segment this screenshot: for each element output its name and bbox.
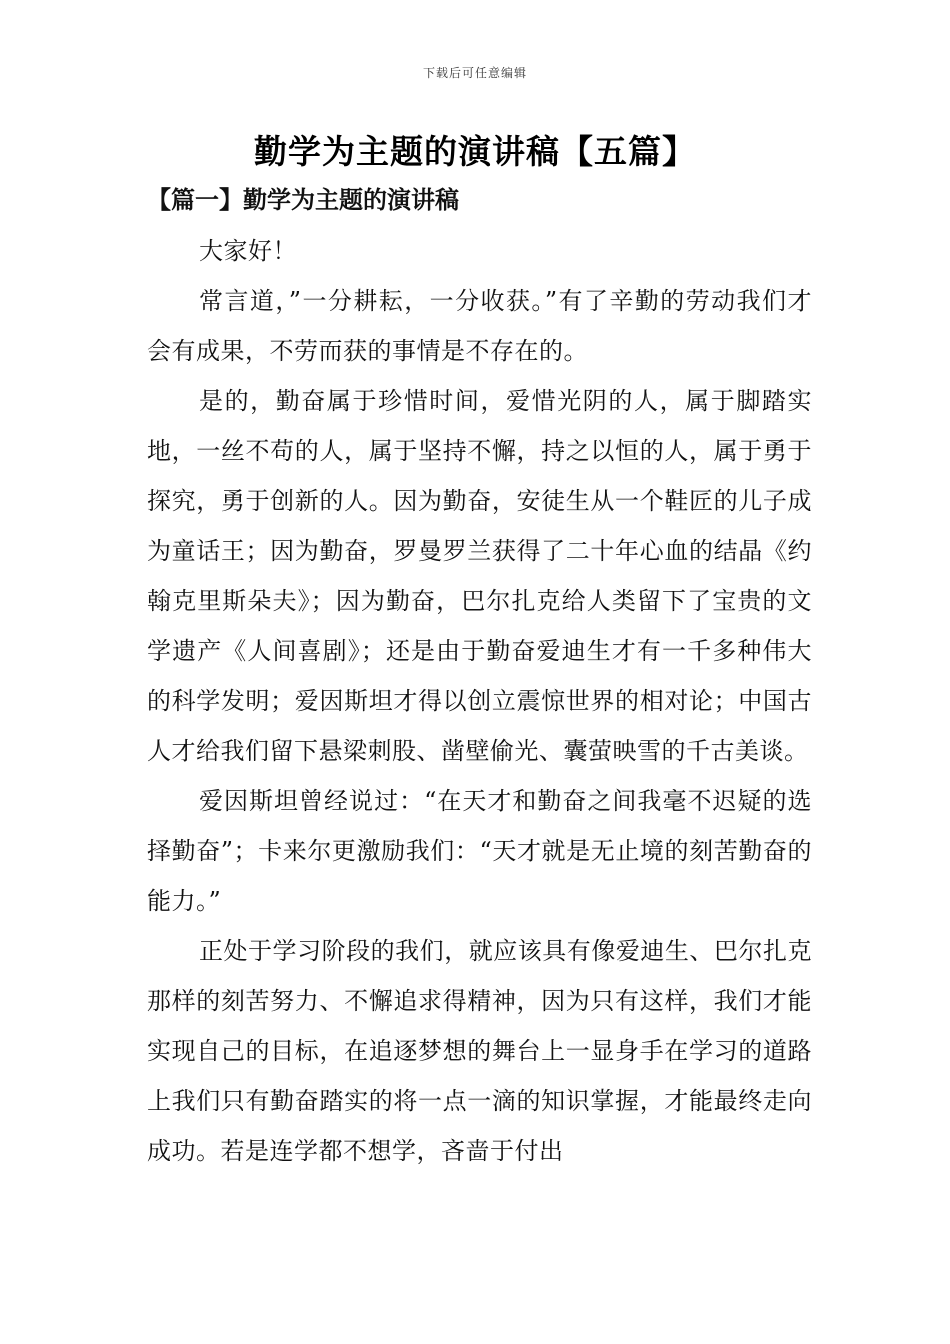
paragraph-greeting: 大家好！ (199, 237, 297, 265)
header-note: 下载后可任意编辑 (422, 66, 527, 80)
paragraph: 是的，勤奋属于珍惜时间，爱惜光阴的人，属于脚踏实地，一丝不苟的人，属于坚持不懈，持之以恒的人，属于勇于探究，勇于创新的人。因为勤奋，安徒生从一个鞋匠的儿子成为童话王；因为勤奋，罗曼罗兰获得了二十年心血的结晶《约翰克里斯朵夫》；因为勤奋，巴尔扎克给人类留下了宝贵的文学遗产《人间喜剧》；还是由于勤奋爱迪生才有一千多种伟大的科学发明；爱因斯坦才得以创立震惊世界的相对论；中国古人才给我们留下悬梁刺股、凿壁偷光、囊萤映雪的千古美谈。 (147, 387, 812, 765)
document-body (147, 226, 812, 1176)
paragraph: 常言道，”一分耕耘，一分收获。”有了辛勤的劳动我们才会有成果，不劳而获的事情是不存在的。 (147, 287, 812, 365)
section-title: 【篇一】勤学为主题的演讲稿 (147, 185, 459, 214)
paragraph: 爱因斯坦曾经说过：“在天才和勤奋之间我毫不迟疑的选择勤奋”；卡来尔更激励我们：“天才就是无止境的刻苦勤奋的能力。” (147, 787, 812, 915)
paragraph: 正处于学习阶段的我们，就应该具有像爱迪生、巴尔扎克那样的刻苦努力、不懈追求得精神，因为只有这样，我们才能实现自己的目标，在追逐梦想的舞台上一显身手在学习的道路上我们只有勤奋踏实的将一点一滴的知识掌握，才能最终走向成功。若是连学都不想学，吝啬于付出 (147, 937, 812, 1165)
document-title: 勤学为主题的演讲稿【五篇】 (254, 132, 696, 171)
